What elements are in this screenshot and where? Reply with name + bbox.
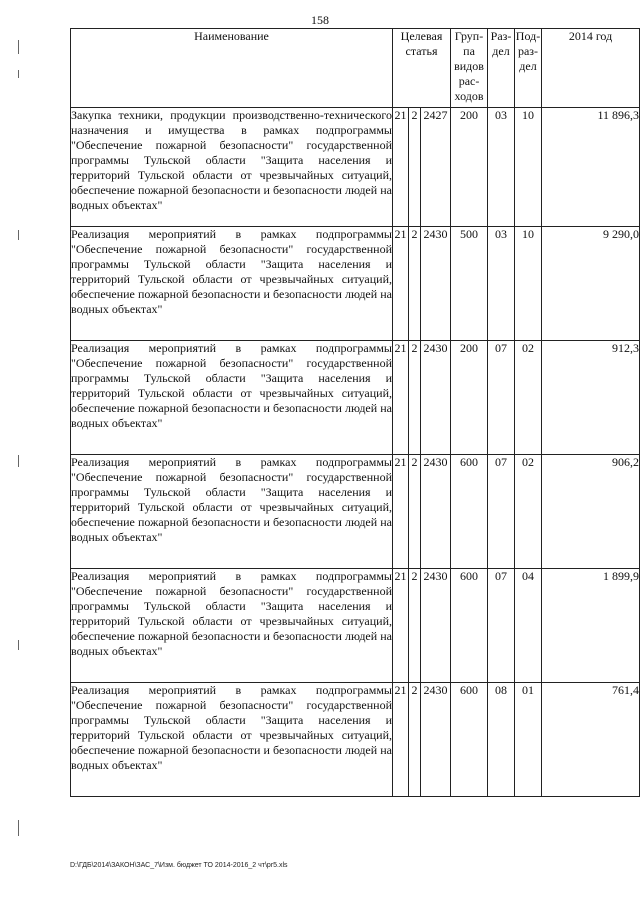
- header-section: Раз-дел: [488, 29, 515, 108]
- row-value: 1 899,9: [542, 569, 640, 683]
- row-cs1: 21: [393, 569, 409, 683]
- margin-mark: [18, 40, 19, 54]
- row-name: Реализация мероприятий в рамках подпрограммы "Обеспечение пожарной безопасности" государственной программы Тульской области "Защита населения и территорий Тульской области от чрезвычайных ситуаций, обеспечение пожарной безопасности и безопасности людей на водных объектах": [71, 341, 393, 455]
- row-value: 9 290,0: [542, 227, 640, 341]
- row-cs1: 21: [393, 108, 409, 227]
- row-value: 906,2: [542, 455, 640, 569]
- row-subsection: 02: [515, 341, 542, 455]
- margin-mark: [18, 70, 19, 78]
- table-row: [71, 108, 640, 227]
- row-section: 07: [488, 569, 515, 683]
- margin-mark: [18, 230, 19, 240]
- row-cs2: 2: [409, 227, 421, 341]
- row-cs1: 21: [393, 341, 409, 455]
- row-group: 600: [451, 455, 488, 569]
- row-group: 600: [451, 569, 488, 683]
- row-section: 07: [488, 455, 515, 569]
- row-cs1: 21: [393, 683, 409, 797]
- budget-table: [70, 28, 640, 797]
- row-cs3: 2430: [421, 683, 451, 797]
- row-subsection: 04: [515, 569, 542, 683]
- table-row: [71, 455, 640, 569]
- row-section: 07: [488, 341, 515, 455]
- row-subsection: 10: [515, 108, 542, 227]
- row-section: 03: [488, 108, 515, 227]
- row-cs2: 2: [409, 341, 421, 455]
- row-value: 11 896,3: [542, 108, 640, 227]
- margin-mark: [18, 455, 19, 467]
- row-subsection: 02: [515, 455, 542, 569]
- row-subsection: 10: [515, 227, 542, 341]
- table-row: [71, 341, 640, 455]
- row-group: 200: [451, 341, 488, 455]
- header-target-article: Целевая статья: [393, 29, 451, 108]
- row-name: Реализация мероприятий в рамках подпрограммы "Обеспечение пожарной безопасности" государственной программы Тульской области "Защита населения и территорий Тульской области от чрезвычайных ситуаций, обеспечение пожарной безопасности и безопасности людей на водных объектах": [71, 683, 393, 797]
- header-year: 2014 год: [542, 29, 640, 108]
- row-cs3: 2430: [421, 569, 451, 683]
- row-cs3: 2427: [421, 108, 451, 227]
- row-name: Реализация мероприятий в рамках подпрограммы "Обеспечение пожарной безопасности" государственной программы Тульской области "Защита населения и территорий Тульской области от чрезвычайных ситуаций, обеспечение пожарной безопасности и безопасности людей на водных объектах": [71, 227, 393, 341]
- row-subsection: 01: [515, 683, 542, 797]
- row-cs2: 2: [409, 683, 421, 797]
- table-row: [71, 569, 640, 683]
- row-section: 08: [488, 683, 515, 797]
- row-name: Реализация мероприятий в рамках подпрограммы "Обеспечение пожарной безопасности" государственной программы Тульской области "Защита населения и территорий Тульской области от чрезвычайных ситуаций, обеспечение пожарной безопасности и безопасности людей на водных объектах": [71, 455, 393, 569]
- row-group: 500: [451, 227, 488, 341]
- footer-file-path: D:\ГДБ\2014\ЗАКОН\ЗАС_7\Изм. бюджет ТО 2014-2016_2 чт\pr5.xls: [70, 862, 288, 869]
- row-cs3: 2430: [421, 455, 451, 569]
- row-cs1: 21: [393, 227, 409, 341]
- row-section: 03: [488, 227, 515, 341]
- header-subsection: Под-раз-дел: [515, 29, 542, 108]
- row-cs1: 21: [393, 455, 409, 569]
- row-cs2: 2: [409, 455, 421, 569]
- margin-mark: [18, 640, 19, 650]
- row-name: Реализация мероприятий в рамках подпрограммы "Обеспечение пожарной безопасности" государственной программы Тульской области "Защита населения и территорий Тульской области от чрезвычайных ситуаций, обеспечение пожарной безопасности и безопасности людей на водных объектах": [71, 569, 393, 683]
- table-header-row: [71, 29, 640, 108]
- row-cs2: 2: [409, 108, 421, 227]
- margin-mark: [18, 820, 19, 836]
- header-expense-group: Груп-па видов рас-ходов: [451, 29, 488, 108]
- row-cs3: 2430: [421, 227, 451, 341]
- table-row: [71, 683, 640, 797]
- row-name: Закупка техники, продукции производственно-технического назначения и имущества в рамках подпрограммы "Обеспечение пожарной безопасности" государственной программы Тульской области "Защита населения и территорий Тульской области от чрезвычайных ситуаций, обеспечение пожарной безопасности и безопасности людей на водных объектах": [71, 108, 393, 227]
- row-value: 912,3: [542, 341, 640, 455]
- row-group: 200: [451, 108, 488, 227]
- header-name: Наименование: [71, 29, 393, 108]
- row-group: 600: [451, 683, 488, 797]
- page-number: 158: [311, 13, 329, 27]
- row-value: 761,4: [542, 683, 640, 797]
- table-row: [71, 227, 640, 341]
- row-cs2: 2: [409, 569, 421, 683]
- row-cs3: 2430: [421, 341, 451, 455]
